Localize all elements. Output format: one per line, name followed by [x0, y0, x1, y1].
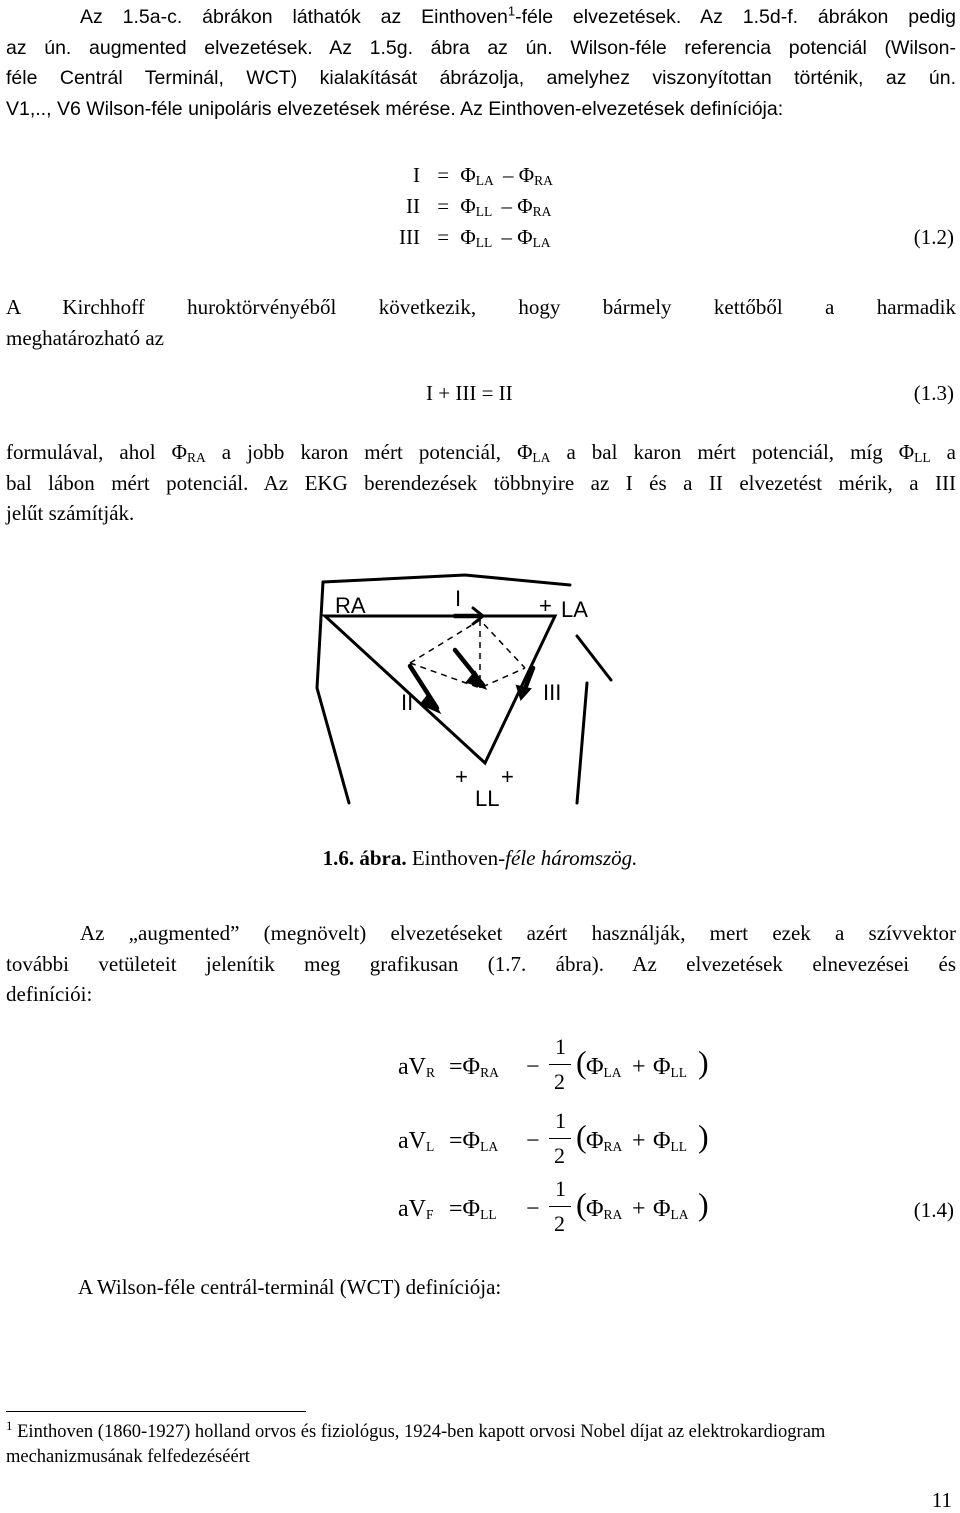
- intro-paragraph: [6, 2, 956, 124]
- eq14-row-3: $aV_F$ $=\Phi_{LL}$ − 1 2 ( $\Phi_{RA}$ + $\Phi_{LA}$ ): [398, 1176, 709, 1236]
- formula-line-3: jelűt számítják.: [6, 501, 135, 525]
- einthoven-triangle-drawing: [315, 568, 615, 813]
- einthoven-triangle-figure: [315, 568, 615, 818]
- shoulder-line: [323, 575, 570, 585]
- intro-line-3: féle Centrál Terminál, WCT) kialakítását ábrázolja, amelyhez viszonyítottan történik, az ún.: [6, 67, 956, 89]
- label-la: LA: [561, 597, 588, 622]
- label-lead-iii: III: [543, 680, 562, 705]
- footnote-ref[interactable]: 1: [507, 3, 516, 19]
- label-plus-ll-right: +: [501, 764, 514, 789]
- torso-right-edge: [577, 683, 587, 803]
- eq12-row-3: III = $\Phi_{LL} - \Phi_{LA}$: [399, 225, 551, 250]
- eq14-number: (1.4): [913, 1198, 954, 1222]
- label-lead-i: I: [455, 586, 462, 611]
- projection-line: [410, 620, 525, 668]
- footnote: [6, 1417, 956, 1470]
- footnote-rule: [6, 1411, 306, 1412]
- kirchhoff-line-2: meghatározható az: [6, 325, 164, 350]
- eq12-row-2: II = $\Phi_{LL} - \Phi_{RA}$: [406, 194, 552, 219]
- formula-line-2: bal lábon mért potenciál. Az EKG berendezések többnyire az I és a II elvezetést mérik, a III: [6, 470, 956, 495]
- footnote-line-2: mechanizmusának felfedezéséért: [6, 1447, 250, 1467]
- formula-paragraph: [6, 437, 956, 529]
- label-ra: RA: [335, 593, 366, 618]
- wct-heading: A Wilson-féle centrál-terminál (WCT) definíciója:: [78, 1275, 502, 1299]
- eq13-number: (1.3): [913, 381, 954, 405]
- eq14-row-1: $aV_R$ $=\Phi_{RA}$ − 1 2 ( $\Phi_{LA}$ + $\Phi_{LL}$ ): [398, 1034, 709, 1094]
- augmented-line-2: további vetületeit jelenítik meg grafikusan (1.7. ábra). Az elvezetések elnevezései és: [6, 951, 956, 976]
- intro-line-4: V1,.., V6 Wilson-féle unipoláris elvezetések mérése. Az Einthoven-elvezetések definíciója:: [6, 97, 784, 120]
- label-plus-ll-left: +: [455, 764, 468, 789]
- label-lead-ii: II: [401, 690, 414, 715]
- kirchhoff-paragraph: [6, 292, 956, 353]
- footnote-line-1: $^1$ Einthoven (1860-1927) holland orvos és fiziológus, 1924-ben kapott orvosi Nobel díjat az elektrokardiogram: [6, 1417, 826, 1442]
- kirchhoff-line-1: A Kirchhoff huroktörvényéből következik, hogy bármely kettőből a harmadik: [6, 295, 956, 319]
- page-number: 11: [931, 1488, 952, 1512]
- right-arm-edge: [577, 636, 611, 680]
- label-plus-la: +: [539, 593, 552, 618]
- augmented-paragraph: [6, 918, 956, 1010]
- intro-line-2: az ún. augmented elvezetések. Az 1.5g. ábra az ún. Wilson-féle referencia potenciál (Wilson-: [6, 36, 956, 59]
- label-ll: LL: [475, 786, 500, 811]
- eq12-number: (1.2): [913, 225, 954, 249]
- figure-caption: 1.6. ábra. Einthoven-féle háromszög.: [322, 846, 638, 870]
- augmented-line-1: Az „augmented” (megnövelt) elvezetéseket azért használják, mert ezek a szívvektor: [80, 921, 956, 945]
- intro-line-1: Az 1.5a-c. ábrákon láthatók az Einthoven$^1$-féle elvezetések. Az 1.5d-f. ábrákon pedig: [80, 3, 956, 28]
- eq14-row-2: $aV_L$ $=\Phi_{LA}$ − 1 2 ( $\Phi_{RA}$ + $\Phi_{LL}$ ): [398, 1108, 709, 1168]
- augmented-line-3: definíciói:: [6, 982, 93, 1006]
- eq12-row-1: $I = \Phi_{LA} - \Phi_{RA}$: [413, 163, 553, 188]
- equation-1-3: I + III = II: [426, 381, 513, 405]
- formula-line-1: formulával, ahol $\Phi_{RA}$ a jobb karon mért potenciál, $\Phi_{LA}$ a bal karon mért potenciál, míg $\Phi_{LL}$ a: [6, 440, 956, 465]
